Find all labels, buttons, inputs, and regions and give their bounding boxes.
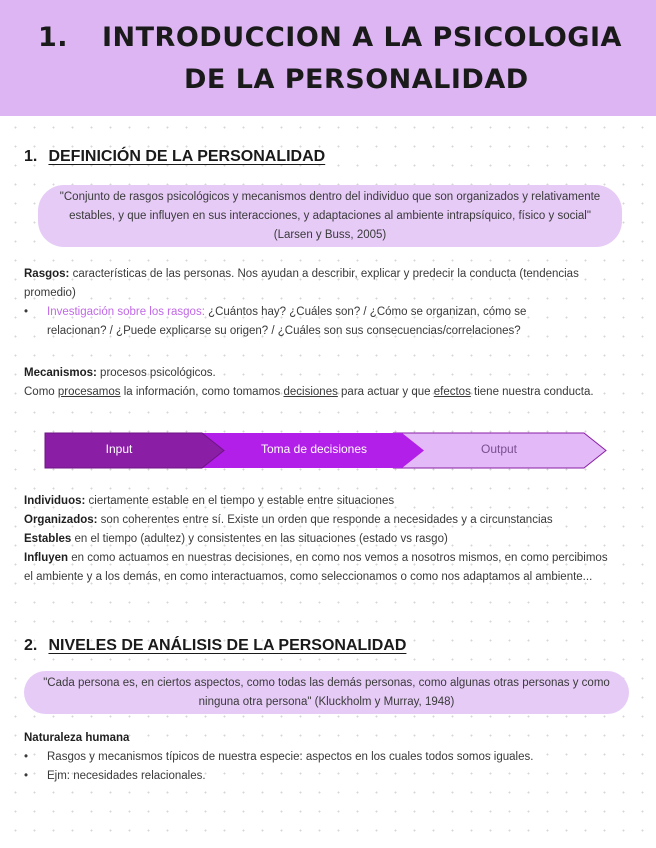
definition-quote-text: "Conjunto de rasgos psicológicos y mecanismos dentro del individuo que son organizados y relativamente estables, y que influyen en sus interacciones, y adaptaciones al ambiente intrapsíquico, físico y social" (Larsen y Buss, 2005) [59, 190, 601, 241]
individuos-text: ciertamente estable en el tiempo y estable entre situaciones [85, 495, 395, 507]
como-efectos: efectos [433, 386, 471, 398]
estables-term: Estables [24, 533, 72, 545]
section2-heading [24, 637, 406, 655]
niveles-quote [24, 671, 629, 714]
section1-title: DEFINICIÓN DE LA PERSONALIDAD [48, 148, 326, 165]
bullet-dot: • [24, 770, 29, 782]
section2-number: 2. [24, 637, 38, 654]
influyen-term: Influyen [24, 552, 69, 564]
naturaleza-bullet-2-text: Ejm: necesidades relacionales. [47, 770, 206, 782]
rasgos-text: características de las personas. Nos ayudan a describir, explicar y predecir la conducta (tendencias promedio) [24, 268, 579, 299]
influyen-paragraph [24, 549, 614, 587]
bullet-dot: • [24, 306, 29, 318]
section2-title: NIVELES DE ANÁLISIS DE LA PERSONALIDAD [48, 637, 407, 654]
flow-decision-label: Toma de decisiones [260, 442, 368, 456]
page-title-line2: DE LA PERSONALIDAD [184, 64, 529, 95]
influyen-text: en como actuamos en nuestras decisiones, en como nos vemos a nosotros mismos, en como percibimos el ambiente y a los demás, en como interactuamos, como seleccionamos o como nos adaptamos al ambiente... [24, 552, 608, 583]
naturaleza-bullet-1-text: Rasgos y mecanismos típicos de nuestra especie: aspectos en los cuales todos somos iguales. [47, 751, 534, 763]
mecanismos-line [24, 364, 624, 383]
naturaleza-bullet-2 [24, 767, 634, 786]
title-number: 1. [38, 22, 69, 53]
investigacion-content [47, 303, 577, 341]
estables-text: en el tiempo (adultez) y consistentes en las situaciones (estado vs rasgo) [71, 533, 448, 545]
investigacion-label: Investigación sobre los rasgos: [47, 306, 205, 318]
organizados-term: Organizados: [24, 514, 98, 526]
page-title-line1: INTRODUCCION A LA PSICOLOGIA [102, 22, 622, 53]
investigacion-bullet [24, 303, 584, 341]
mecanismos-text: procesos psicológicos. [96, 367, 216, 379]
como-decisiones: decisiones [283, 386, 338, 398]
naturaleza-bullet-1 [24, 748, 634, 767]
title-banner [0, 0, 656, 116]
niveles-quote-text: "Cada persona es, en ciertos aspectos, como todas las demás personas, como algunas otras personas y como ninguna otra persona" (Kluckholm y Murray, 1948) [43, 676, 610, 708]
rasgos-paragraph [24, 265, 624, 303]
organizados-line [24, 511, 634, 530]
como-text-1: Como [24, 386, 58, 398]
section1-number: 1. [24, 148, 38, 165]
individuos-line [24, 492, 634, 511]
section1-heading [24, 148, 325, 166]
individuos-term: Individuos: [24, 495, 86, 507]
como-text-3: para actuar y que [337, 386, 434, 398]
bullet-dot: • [24, 751, 29, 763]
naturaleza-title: Naturaleza humana [24, 732, 130, 744]
mecanismos-term: Mecanismos: [24, 367, 97, 379]
flow-input-label: Input [105, 442, 133, 456]
como-paragraph [24, 383, 594, 402]
organizados-text: son coherentes entre sí. Existe un orden que responde a necesidades y a circunstancias [97, 514, 553, 526]
definition-quote [38, 185, 622, 247]
como-procesamos: procesamos [57, 386, 121, 398]
process-flow-diagram [44, 432, 608, 469]
investigacion-text: ¿Cuántos hay? ¿Cuáles son? / ¿Cómo se organizan, cómo se relacionan? / ¿Puede explicarse su origen? / ¿Cuáles son sus consecuencias/correlaciones? [47, 306, 527, 337]
estables-line [24, 530, 634, 549]
flow-output-label: Output [480, 442, 518, 456]
naturaleza-heading [24, 729, 129, 748]
como-text-2: la información, como tomamos [120, 386, 284, 398]
como-text-4: tiene nuestra conducta. [470, 386, 594, 398]
rasgos-term: Rasgos: [24, 268, 70, 280]
